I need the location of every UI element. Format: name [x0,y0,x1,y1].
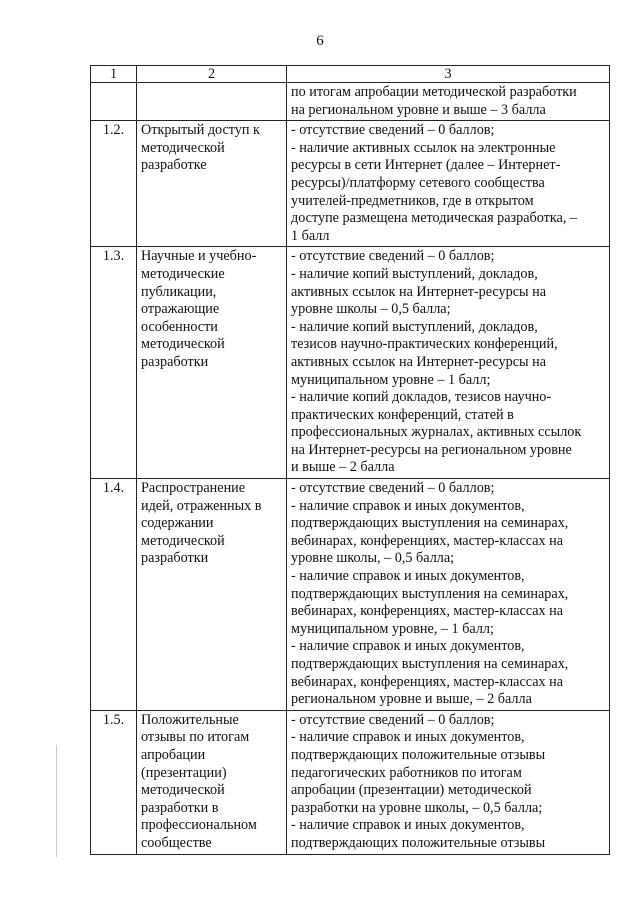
criterion-number [91,83,137,121]
scoring-line: муниципальном уровне – 1 балл; [291,371,491,388]
criterion-name-line: содержании [141,515,214,532]
criterion-name-line: разработки в [141,799,219,816]
criterion-name-line: разработки [141,353,209,370]
scoring-line: уровне школы – 0,5 балла; [291,301,451,318]
scoring-line: - наличие копий выступлений, докладов, [291,265,538,282]
scoring-line: ресурсы в сети Интернет (далее – Интернет- [291,157,561,174]
margin-scan-mark [56,745,57,857]
scoring-line: - наличие справок и иных документов, [291,817,525,834]
scoring-line: - наличие справок и иных документов, [291,497,525,514]
page-number: 6 [316,33,324,49]
scoring-line: - наличие справок и иных документов, [291,638,525,655]
scoring-line: подтверждающих положительные отзывы [291,746,546,763]
scoring-line: 1 балл [291,227,330,244]
criterion-name-line: Научные и учебно- [141,248,257,265]
criterion-name-line: особенности [141,318,218,335]
table-row [91,121,610,247]
scoring-description [287,121,610,247]
scoring-line: на региональном уровне и выше – 3 балла [291,101,546,118]
scoring-line: вебинарах, конференциях, мастер-классах на [291,603,564,620]
criterion-name [137,247,287,479]
scoring-line: вебинарах, конференциях, мастер-классах на [291,532,564,549]
scoring-line: - отсутствие сведений – 0 баллов; [291,122,495,139]
scoring-description [287,710,610,854]
criterion-name [137,710,287,854]
criterion-number: 1.4. [91,479,137,711]
criterion-number: 1.2. [91,121,137,247]
column-header: 2 [137,66,287,83]
scoring-line: подтверждающих положительные отзывы [291,834,546,851]
criterion-number: 1.3. [91,247,137,479]
criterion-name-line: методической [141,782,225,799]
scoring-line: по итогам апробации методической разработки [291,84,577,100]
criterion-name-line: методической [141,139,225,156]
scoring-description [287,479,610,711]
criterion-name-line: разработке [141,157,207,174]
scoring-line: - отсутствие сведений – 0 баллов; [291,480,495,497]
criterion-name-line: профессиональном [141,817,257,834]
scoring-line: - наличие справок и иных документов, [291,729,525,746]
scoring-line: активных ссылок на Интернет-ресурсы на [291,283,546,300]
criterion-name-line: методической [141,532,225,549]
scoring-line: подтверждающих выступления на семинарах, [291,515,569,532]
table-header-row [91,66,610,83]
scoring-description [287,83,610,121]
scoring-line: профессиональных журналах, активных ссылок [291,424,582,441]
criterion-name [137,479,287,711]
scoring-line: практических конференций, статей в [291,406,514,423]
criterion-name-line: отзывы по итогам [141,729,250,746]
scoring-line: подтверждающих выступления на семинарах, [291,656,569,672]
table-row [91,247,610,479]
scoring-line: - наличие копий выступлений, докладов, [291,318,538,335]
scoring-line: учителей-предметников, где в открытом [291,192,534,209]
scoring-line: тезисов научно-практических конференций, [291,336,558,353]
table-row [91,83,610,121]
scoring-line: и выше – 2 балла [291,459,395,476]
scoring-line: - отсутствие сведений – 0 баллов; [291,248,495,265]
scoring-line: подтверждающих выступления на семинарах, [291,585,569,602]
scoring-line: разработки на уровне школы, – 0,5 балла; [291,799,543,816]
criterion-name-line: апробации [141,746,206,763]
scoring-line: активных ссылок на Интернет-ресурсы на [291,353,546,370]
criterion-name-line: Положительные [141,711,239,728]
criterion-name [137,121,287,247]
criterion-name-line: отражающие [141,301,220,318]
scoring-line: доступе размещена методическая разработка, – [291,210,578,227]
scoring-line: региональном уровне и выше, – 2 балла [291,691,532,708]
criterion-name-line: Открытый доступ к [141,122,260,139]
table-row [91,710,610,854]
criterion-name [137,83,287,121]
criterion-name-line: разработки [141,550,209,567]
criterion-name-line: (презентации) [141,764,227,781]
criteria-table [90,65,610,855]
criterion-name-line: методической [141,336,225,353]
scoring-line: апробации (презентации) методической [291,782,532,799]
criterion-name-line: публикации, [141,283,217,300]
scoring-line: - наличие копий докладов, тезисов научно- [291,389,552,406]
scoring-line: педагогических работников по итогам [291,764,522,781]
table-row [91,479,610,711]
scoring-line: вебинарах, конференциях, мастер-классах на [291,673,564,690]
scoring-line: - наличие справок и иных документов, [291,568,525,585]
column-header: 1 [91,66,137,83]
criterion-number: 1.5. [91,710,137,854]
scoring-line: - наличие активных ссылок на электронные [291,139,556,156]
scoring-line: уровне школы, – 0,5 балла; [291,550,455,567]
scoring-description [287,247,610,479]
scoring-line: - отсутствие сведений – 0 баллов; [291,711,495,728]
scoring-line: на Интернет-ресурсы на региональном уровне [291,441,572,458]
criterion-name-line: сообществе [141,834,212,851]
criterion-name-line: методические [141,265,225,282]
criterion-name-line: идей, отраженных в [141,497,262,514]
column-header: 3 [287,66,610,83]
criterion-name-line: Распространение [141,480,246,497]
scoring-line: ресурсы)/платформу сетевого сообщества [291,174,545,191]
scoring-line: муниципальном уровне, – 1 балл; [291,620,494,637]
